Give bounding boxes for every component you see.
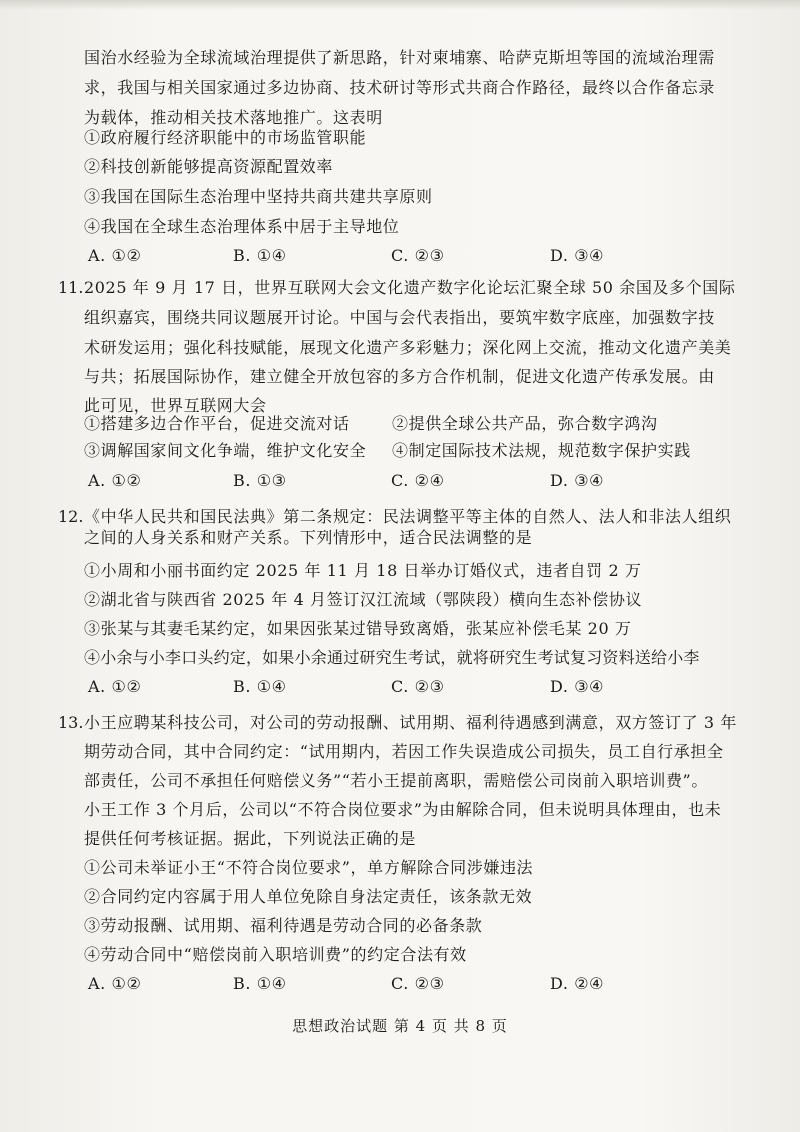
q11-stem-line: 此可见，世界互联网大会	[84, 396, 267, 415]
q11-item-1: ①搭建多边合作平台，促进交流对话	[84, 414, 350, 433]
q12-stem-line: 之间的人身关系和财产关系。下列情形中，适合民法调整的是	[84, 528, 533, 547]
q10-item-4: ④我国在全球生态治理体系中居于主导地位	[84, 217, 400, 236]
q11-item-3: ③调解国家间文化争端，维护文化安全	[84, 441, 367, 460]
q12-item-4: ④小余与小李口头约定，如果小余通过研究生考试，就将研究生考试复习资料送给小李	[84, 648, 700, 667]
q10-item-2: ②科技创新能够提高资源配置效率	[84, 157, 334, 176]
q10-stem-line: 为载体，推动相关技术落地推广。这表明	[84, 108, 383, 127]
q13-choice-a: A. ①②	[88, 974, 142, 993]
q11-stem-line: 术研发运用；强化科技赋能，展现文化遗产多彩魅力；深化网上交流，推动文化遗产美美	[84, 338, 732, 357]
q10-choice-d: D. ③④	[550, 246, 605, 265]
q12-choice-b: B. ①④	[233, 677, 287, 696]
q13-number: 13.	[58, 713, 84, 732]
q10-stem-line: 国治水经验为全球流域治理提供了新思路，针对柬埔寨、哈萨克斯坦等国的流域治理需	[84, 48, 715, 67]
q10-item-3: ③我国在国际生态治理中坚持共商共建共享原则	[84, 187, 433, 206]
q13-stem-line: 部责任，公司不承担任何赔偿义务”“若小王提前离职，需赔偿公司岗前入职培训费”。	[84, 771, 708, 790]
q12-choice-a: A. ①②	[88, 677, 142, 696]
q12-choice-c: C. ②③	[391, 677, 445, 696]
q11-choice-d: D. ③④	[550, 471, 605, 490]
q13-stem-line: 期劳动合同，其中合同约定：“试用期内，若因工作失误造成公司损失，员工自行承担全	[84, 742, 724, 761]
q12-number: 12.	[58, 507, 84, 526]
q11-choice-a: A. ①②	[88, 471, 142, 490]
q11-choice-c: C. ②④	[391, 471, 445, 490]
q10-stem-line: 求，我国与相关国家通过多边协商、技术研讨等形式共商合作路径，最终以合作备忘录	[84, 78, 715, 97]
q13-choice-c: C. ②③	[391, 974, 445, 993]
q13-stem-line: 提供任何考核证据。据此，下列说法正确的是	[84, 829, 417, 848]
q12-item-2: ②湖北省与陕西省 2025 年 4 月签订汉江流域（鄂陕段）横向生态补偿协议	[84, 590, 643, 609]
q13-choice-b: B. ①④	[233, 974, 287, 993]
q13-item-4: ④劳动合同中“赔偿岗前入职培训费”的约定合法有效	[84, 945, 467, 964]
q13-item-2: ②合同约定内容属于用人单位免除自身法定责任，该条款无效	[84, 887, 533, 906]
q11-item-2: ②提供全球公共产品，弥合数字鸿沟	[392, 414, 658, 433]
q10-choice-b: B. ①④	[233, 246, 287, 265]
q12-choice-d: D. ③④	[550, 677, 605, 696]
q10-choice-c: C. ②③	[391, 246, 445, 265]
q12-item-3: ③张某与其妻毛某约定，如果因张某过错导致离婚，张某应补偿毛某 20 万	[84, 619, 632, 638]
q12-item-1: ①小周和小丽书面约定 2025 年 11 月 18 日举办订婚仪式，违者自罚 2 万	[84, 561, 642, 580]
q11-number: 11.	[58, 278, 84, 297]
q11-stem-line: 2025 年 9 月 17 日，世界互联网大会文化遗产数字化论坛汇聚全球 50 余国及多个国际	[84, 278, 736, 297]
page-footer: 思想政治试题 第 4 页 共 8 页	[292, 1017, 508, 1035]
q10-choice-a: A. ①②	[88, 246, 142, 265]
q13-choice-d: D. ②④	[550, 974, 605, 993]
q12-stem-line: 《中华人民共和国民法典》第二条规定：民法调整平等主体的自然人、法人和非法人组织	[84, 507, 732, 526]
q10-item-1: ①政府履行经济职能中的市场监管职能	[84, 128, 367, 147]
q11-choice-b: B. ①③	[233, 471, 287, 490]
q11-item-4: ④制定国际技术法规，规范数字保护实践	[392, 441, 691, 460]
q11-stem-line: 组织嘉宾，围绕共同议题展开讨论。中国与会代表指出，要筑牢数字底座，加强数字技	[84, 308, 715, 327]
q13-stem-line: 小王应聘某科技公司，对公司的劳动报酬、试用期、福利待遇感到满意，双方签订了 3 年	[84, 713, 737, 732]
q13-stem-line: 小王工作 3 个月后，公司以“不符合岗位要求”为由解除合同，但未说明具体理由，也未	[84, 800, 722, 819]
scan-shadow	[0, 0, 800, 10]
q13-item-3: ③劳动报酬、试用期、福利待遇是劳动合同的必备条款	[84, 916, 483, 935]
q13-item-1: ①公司未举证小王“不符合岗位要求”，单方解除合同涉嫌违法	[84, 858, 534, 877]
q11-stem-line: 与共；拓展国际协作，建立健全开放包容的多方合作机制，促进文化遗产传承发展。由	[84, 367, 715, 386]
